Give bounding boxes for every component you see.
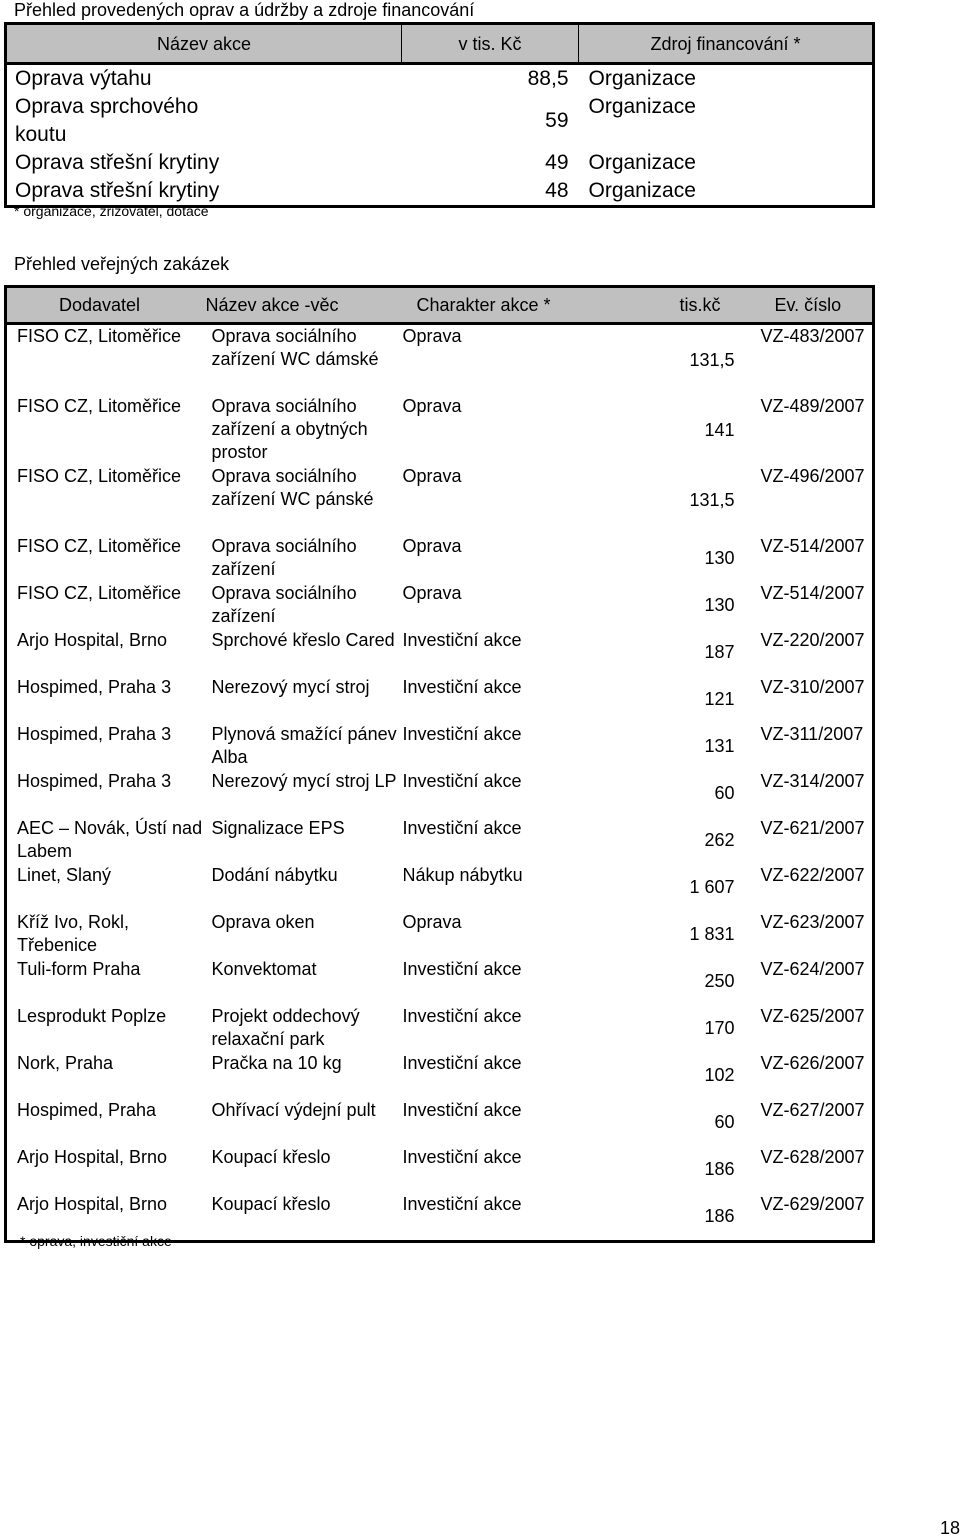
table-row — [6, 629, 874, 676]
type-cell: Oprava — [402, 396, 462, 416]
repairs-header-row — [6, 24, 874, 64]
item-cell: Pračka na 10 kg — [211, 1053, 342, 1073]
number-cell: VZ-311/2007 — [749, 723, 874, 770]
table-row — [6, 1099, 874, 1146]
type-cell: Oprava — [402, 326, 462, 346]
item-cell: Ohřívací výdejní pult — [211, 1100, 376, 1120]
number-cell: VZ-496/2007 — [749, 465, 874, 535]
repair-amount: 48 — [402, 177, 579, 207]
amount-cell: 187 — [704, 642, 735, 662]
amount-cell: 121 — [704, 689, 735, 709]
repairs-footnote: * organizace, zřizovatel, dotace — [14, 203, 209, 219]
contracts-table — [4, 285, 875, 1243]
repair-source: Organizace — [579, 64, 874, 94]
repairs-header-name: Název akce — [6, 24, 402, 64]
repairs-table — [4, 22, 875, 208]
repair-source: Organizace — [579, 149, 874, 177]
supplier-cell: FISO CZ, Litoměřice — [6, 535, 206, 582]
amount-cell: 60 — [714, 783, 735, 803]
amount-cell: 262 — [704, 830, 735, 850]
number-cell: VZ-310/2007 — [749, 676, 874, 723]
amount-cell: 130 — [704, 548, 735, 568]
supplier-cell: Arjo Hospital, Brno — [6, 629, 206, 676]
header-amount: tis.kč — [649, 287, 749, 324]
table-row — [6, 770, 874, 817]
amount-cell: 141 — [704, 419, 735, 440]
number-cell: VZ-483/2007 — [749, 324, 874, 396]
supplier-cell: Tuli-form Praha — [6, 958, 206, 1005]
repair-name: Oprava střešní krytiny — [6, 149, 402, 177]
type-cell: Investiční akce — [402, 1053, 522, 1073]
table-row — [6, 817, 874, 864]
repair-amount: 49 — [545, 151, 569, 174]
supplier-cell: AEC – Novák, Ústí nad Labem — [6, 817, 206, 864]
type-cell: Investiční akce — [402, 959, 522, 979]
table-row — [6, 911, 874, 958]
repair-name: Oprava výtahu — [6, 64, 402, 94]
amount-cell: 1 831 — [689, 924, 735, 944]
table-row — [6, 723, 874, 770]
type-cell: Oprava — [402, 912, 462, 932]
table-row — [6, 864, 874, 911]
number-cell: VZ-489/2007 — [749, 395, 874, 465]
item-cell: Koupací křeslo — [211, 1147, 331, 1167]
table-row — [6, 324, 874, 396]
item-cell: Nerezový mycí stroj — [211, 677, 370, 697]
type-cell: Oprava — [402, 466, 462, 486]
item-cell: Signalizace EPS — [211, 818, 345, 838]
type-cell: Investiční akce — [402, 1006, 522, 1026]
contracts-body — [6, 324, 874, 1242]
amount-cell: 250 — [704, 971, 735, 991]
repair-amount: 88,5 — [402, 64, 579, 94]
number-cell: VZ-626/2007 — [749, 1052, 874, 1099]
table-row — [6, 395, 874, 465]
amount-cell: 130 — [704, 595, 735, 615]
number-cell: VZ-625/2007 — [749, 1005, 874, 1052]
number-cell: VZ-627/2007 — [749, 1099, 874, 1146]
repairs-header-source: Zdroj financování * — [579, 24, 874, 64]
item-cell: Plynová smažící pánev Alba — [211, 724, 397, 767]
item-cell: Koupací křeslo — [206, 1193, 399, 1242]
type-cell: Nákup nábytku — [402, 865, 523, 885]
item-cell: Projekt oddechový relaxační park — [211, 1006, 360, 1049]
table-row — [6, 64, 874, 94]
supplier-cell: FISO CZ, Litoměřice — [6, 324, 206, 396]
supplier-cell: Lesprodukt Poplze — [6, 1005, 206, 1052]
contracts-footnote: * oprava, investiční akce — [20, 1233, 172, 1249]
supplier-cell: Hospimed, Praha — [6, 1099, 206, 1146]
header-type: Charakter akce * — [399, 287, 649, 324]
type-cell: Investiční akce — [402, 1100, 522, 1120]
header-item: Název akce -věc — [206, 287, 399, 324]
supplier-cell: Hospimed, Praha 3 — [6, 723, 206, 770]
contracts-title: Přehled veřejných zakázek — [14, 254, 230, 274]
supplier-cell: Nork, Praha — [6, 1052, 206, 1099]
table-row — [6, 93, 874, 149]
supplier-cell: Arjo Hospital, Brno — [6, 1146, 206, 1193]
repairs-header-amount: v tis. Kč — [402, 24, 579, 64]
supplier-cell: Kříž Ivo, Rokl, Třebenice — [6, 911, 206, 958]
type-cell: Oprava — [402, 536, 462, 556]
item-cell: Oprava oken — [211, 912, 315, 932]
type-cell: Oprava — [402, 583, 462, 603]
supplier-cell: FISO CZ, Litoměřice — [6, 582, 206, 629]
item-cell: Nerezový mycí stroj LP — [211, 771, 397, 791]
repair-amount: 59 — [545, 109, 569, 132]
amount-cell: 170 — [704, 1018, 735, 1038]
supplier-cell: FISO CZ, Litoměřice — [6, 395, 206, 465]
amount-cell: 60 — [714, 1112, 735, 1132]
table-row — [6, 465, 874, 535]
supplier-cell: Hospimed, Praha 3 — [6, 770, 206, 817]
amount-cell: 186 — [704, 1159, 735, 1179]
table-row — [6, 1052, 874, 1099]
table-row — [6, 149, 874, 177]
type-cell: Investiční akce — [402, 818, 522, 838]
amount-cell: 102 — [704, 1065, 735, 1085]
repair-name: Oprava střešní krytiny — [6, 177, 402, 207]
item-cell: Oprava sociálního zařízení — [211, 536, 357, 579]
amount-cell: 131 — [704, 736, 735, 756]
number-cell: VZ-514/2007 — [749, 535, 874, 582]
supplier-cell: Arjo Hospital, Brno — [6, 1193, 206, 1242]
page-number: 18 — [939, 1518, 960, 1538]
repair-source: Organizace — [579, 93, 874, 149]
item-cell: Oprava sociálního zařízení a obytných prostor — [211, 396, 368, 462]
repairs-title: Přehled provedených oprav a údržby a zdroje financování — [14, 0, 475, 20]
item-cell: Oprava sociálního zařízení WC pánské — [211, 466, 374, 509]
header-number: Ev. číslo — [749, 287, 874, 324]
item-cell: Dodání nábytku — [211, 865, 338, 885]
table-row — [6, 958, 874, 1005]
supplier-cell: Linet, Slaný — [6, 864, 206, 911]
number-cell: VZ-220/2007 — [749, 629, 874, 676]
type-cell: Investiční akce — [402, 1147, 522, 1167]
number-cell: VZ-314/2007 — [749, 770, 874, 817]
item-cell: Konvektomat — [211, 959, 317, 979]
type-cell: Investiční akce — [402, 724, 522, 744]
type-cell: Investiční akce — [399, 1193, 649, 1242]
table-row — [6, 1005, 874, 1052]
contracts-header-row — [6, 287, 874, 324]
number-cell: VZ-514/2007 — [749, 582, 874, 629]
item-cell: Oprava sociálního zařízení WC dámské — [211, 326, 379, 369]
table-row — [6, 1146, 874, 1193]
supplier-cell: Hospimed, Praha 3 — [6, 676, 206, 723]
type-cell: Investiční akce — [402, 677, 522, 697]
amount-cell: 186 — [649, 1193, 749, 1242]
number-cell: VZ-628/2007 — [749, 1146, 874, 1193]
repair-source: Organizace — [579, 177, 874, 207]
item-cell: Oprava sociálního zařízení — [211, 583, 357, 626]
type-cell: Investiční akce — [402, 630, 522, 650]
amount-cell: 1 607 — [689, 877, 735, 897]
table-row — [6, 535, 874, 582]
number-cell: VZ-622/2007 — [749, 864, 874, 911]
type-cell: Investiční akce — [402, 771, 522, 791]
number-cell: VZ-629/2007 — [749, 1193, 874, 1242]
number-cell: VZ-621/2007 — [749, 817, 874, 864]
supplier-cell: FISO CZ, Litoměřice — [6, 465, 206, 535]
table-row — [6, 676, 874, 723]
amount-cell: 131,5 — [689, 349, 735, 370]
table-row — [6, 582, 874, 629]
number-cell: VZ-623/2007 — [749, 911, 874, 958]
number-cell: VZ-624/2007 — [749, 958, 874, 1005]
amount-cell: 131,5 — [689, 489, 735, 510]
item-cell: Sprchové křeslo Cared — [211, 630, 395, 650]
header-supplier: Dodavatel — [6, 287, 206, 324]
repair-name: Oprava sprchového koutu — [6, 93, 402, 149]
